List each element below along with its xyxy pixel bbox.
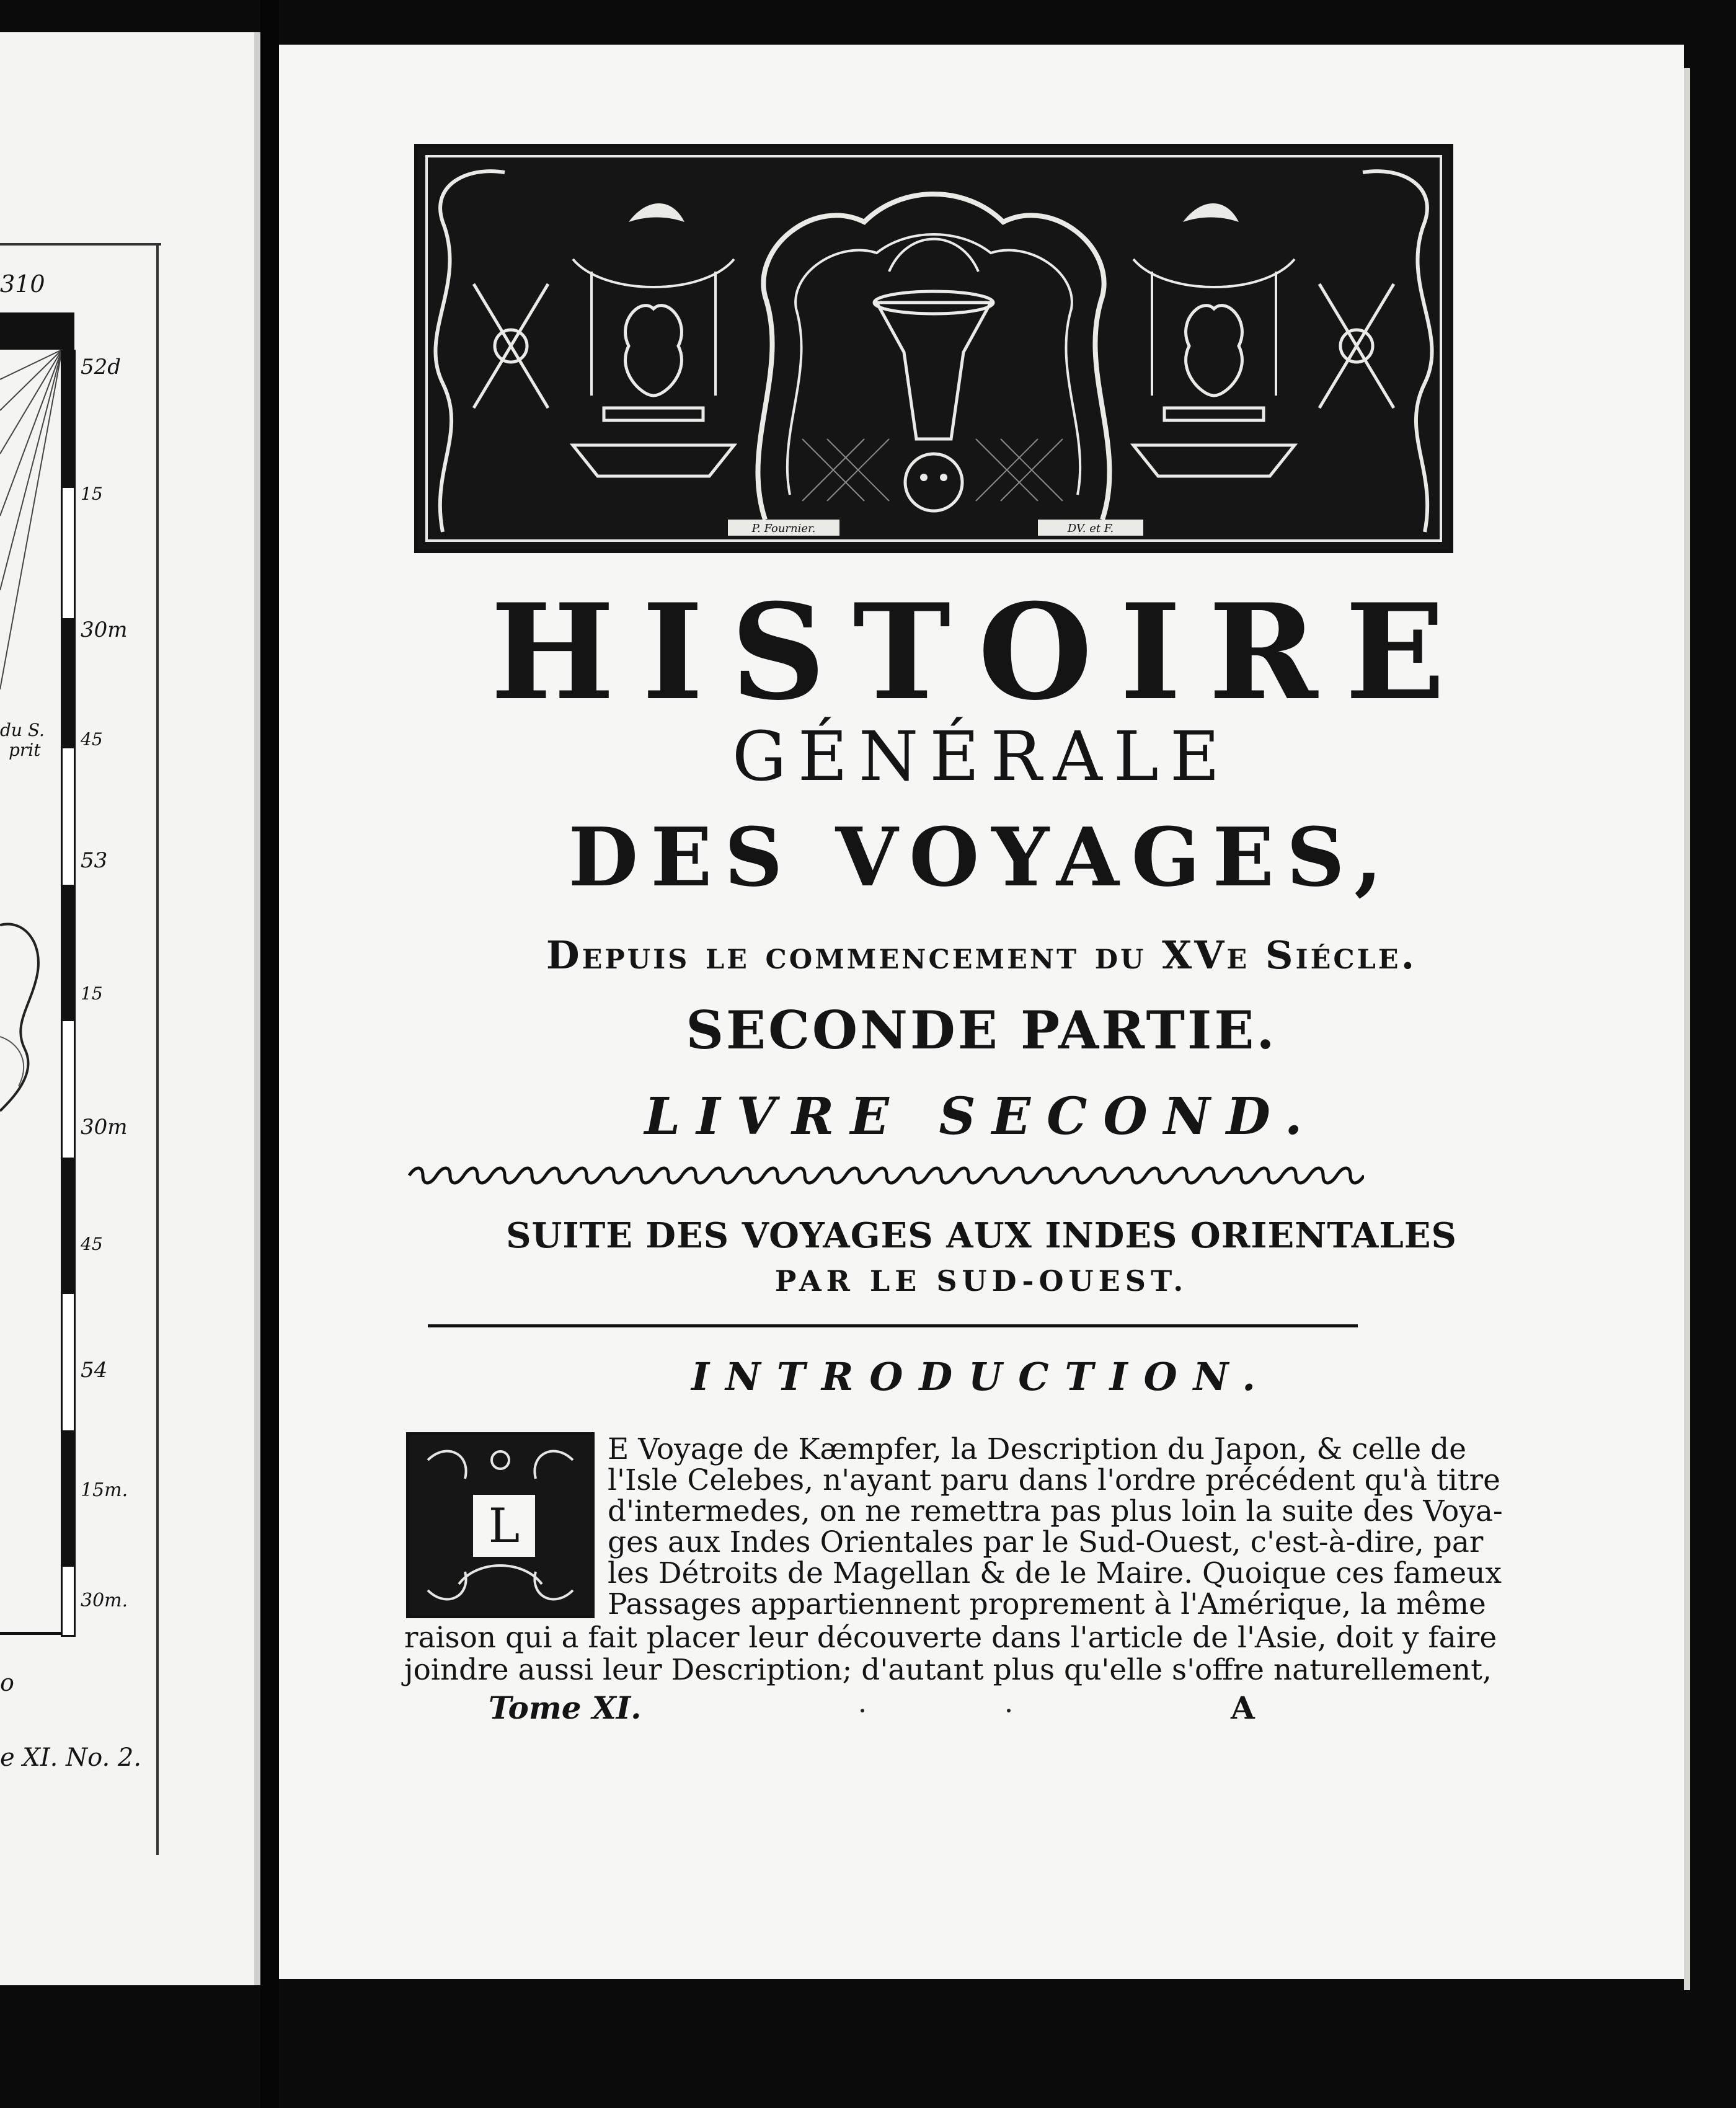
ornament-scroll: [1118, 1168, 1146, 1183]
map-scale-bar: [61, 350, 76, 1637]
ornament-scroll: [955, 1168, 982, 1183]
horizontal-rule: [428, 1324, 1358, 1327]
ornament-scroll: [1173, 1168, 1200, 1183]
ornament-scroll: [900, 1168, 928, 1183]
scale-label: 54: [81, 1358, 108, 1383]
ornament-scroll: [1309, 1168, 1337, 1183]
signature-mark: A: [1231, 1690, 1255, 1726]
decorative-dot: [1007, 1709, 1011, 1712]
ornament-scroll: [1009, 1168, 1037, 1183]
ornamental-headpiece: [414, 144, 1453, 553]
scale-segment: [63, 885, 74, 1021]
map-drawing: [0, 32, 260, 1985]
scale-segment: [63, 1158, 74, 1294]
ornament-scroll: [709, 1168, 737, 1183]
title-histoire: HISTOIRE: [490, 575, 1472, 729]
title-generale: GÉNÉRALE: [732, 717, 1231, 796]
body-line: les Détroits de Magellan & de le Maire. Quoique ces fameux: [608, 1556, 1502, 1590]
plate-caption: e XI. No. 2.: [0, 1743, 142, 1772]
scale-label: 30m.: [81, 1590, 128, 1611]
ornament-scroll: [546, 1168, 573, 1183]
scale-segment: [63, 352, 74, 488]
subtitle-depuis: Depuis le commencement du XVe Siécle.: [546, 932, 1417, 978]
ornament-scroll: [464, 1168, 491, 1183]
drop-cap-letter: L: [473, 1495, 535, 1557]
scale-label: 15: [81, 484, 103, 504]
ornament-scroll: [1228, 1168, 1255, 1183]
scale-label: 52d: [81, 355, 122, 379]
ornament-scroll: [764, 1168, 791, 1183]
ornament-scroll: [873, 1168, 900, 1183]
ornament-scroll: [1255, 1168, 1282, 1183]
body-line: d'intermedes, on ne remettra pas plus loin la suite des Voya-: [608, 1494, 1503, 1528]
body-line: joindre aussi leur Description; d'autant plus qu'elle s'offre naturellement,: [404, 1653, 1492, 1687]
ornament-scroll: [818, 1168, 846, 1183]
scale-label: 30m: [81, 618, 128, 642]
scale-label: 45: [81, 729, 103, 750]
ornament-scroll: [573, 1168, 600, 1183]
left-page-map-fragment: [0, 32, 260, 1985]
ornament-scroll: [655, 1168, 682, 1183]
ornamental-rule: [403, 1164, 1364, 1187]
subtitle-livre-second: LIVRE SECOND.: [644, 1087, 1319, 1146]
scale-label: 15m.: [81, 1479, 128, 1501]
ornament-scroll: [846, 1168, 873, 1183]
ornament-scroll: [627, 1168, 655, 1183]
scale-label: 53: [81, 848, 108, 873]
subtitle-seconde-partie: SECONDE PARTIE.: [686, 999, 1277, 1061]
ornament-scroll: [600, 1168, 627, 1183]
ornament-scroll: [982, 1168, 1009, 1183]
scale-label: 30m: [81, 1115, 128, 1140]
body-line: E Voyage de Kæmpfer, la Description du Japon, & celle de: [608, 1432, 1467, 1466]
section-title-line2: PAR LE SUD-OUEST.: [774, 1264, 1189, 1298]
ornament-scroll: [791, 1168, 818, 1183]
drop-cap-ornament: [406, 1432, 595, 1618]
map-bottom-number: o: [0, 1669, 14, 1696]
cartouche-text: DV. et F.: [1067, 522, 1114, 535]
headpiece-engraving: [418, 148, 1450, 549]
ornament-scroll: [1091, 1168, 1118, 1183]
ornament-scroll: [682, 1168, 709, 1183]
ornament-scroll: [409, 1168, 436, 1183]
page-edge: [1684, 68, 1690, 1990]
decorative-dot: [861, 1709, 864, 1712]
body-line: ges aux Indes Orientales par le Sud-Ouest, c'est-à-dire, par: [608, 1525, 1484, 1559]
ornament-scroll: [518, 1168, 546, 1183]
ornament-scroll: [1146, 1168, 1173, 1183]
engraver-signature: P. Fournier.: [751, 522, 816, 535]
ornament-scroll: [1064, 1168, 1091, 1183]
ornament-scroll: [1200, 1168, 1228, 1183]
ornament-scroll: [737, 1168, 764, 1183]
ornament-scroll: [1282, 1168, 1309, 1183]
scale-segment: [63, 1430, 74, 1567]
scale-label: 15: [81, 983, 103, 1004]
scale-segment: [63, 618, 74, 748]
body-line: raison qui a fait placer leur découverte dans l'article de l'Asie, doit y faire: [404, 1621, 1497, 1655]
ornament-scroll: [1337, 1168, 1364, 1183]
title-des-voyages: DES VOYAGES,: [568, 810, 1395, 905]
volume-label: Tome XI.: [489, 1690, 642, 1726]
body-line: l'Isle Celebes, n'ayant paru dans l'ordre précédent qu'à titre: [608, 1463, 1500, 1497]
section-title-line1: SUITE DES VOYAGES AUX INDES ORIENTALES: [506, 1215, 1457, 1256]
ornament-scroll: [928, 1168, 955, 1183]
ornament-scroll: [1037, 1168, 1064, 1183]
map-top-number: 310: [0, 270, 45, 298]
map-place-label: du S. prit: [0, 720, 45, 760]
body-line: Passages appartiennent proprement à l'Amérique, la même: [608, 1587, 1486, 1621]
ornament-scroll: [491, 1168, 518, 1183]
book-gutter: [260, 0, 279, 2108]
scale-label: 45: [81, 1234, 103, 1254]
ornament-scroll: [436, 1168, 464, 1183]
introduction-heading: INTRODUCTION.: [691, 1354, 1272, 1399]
